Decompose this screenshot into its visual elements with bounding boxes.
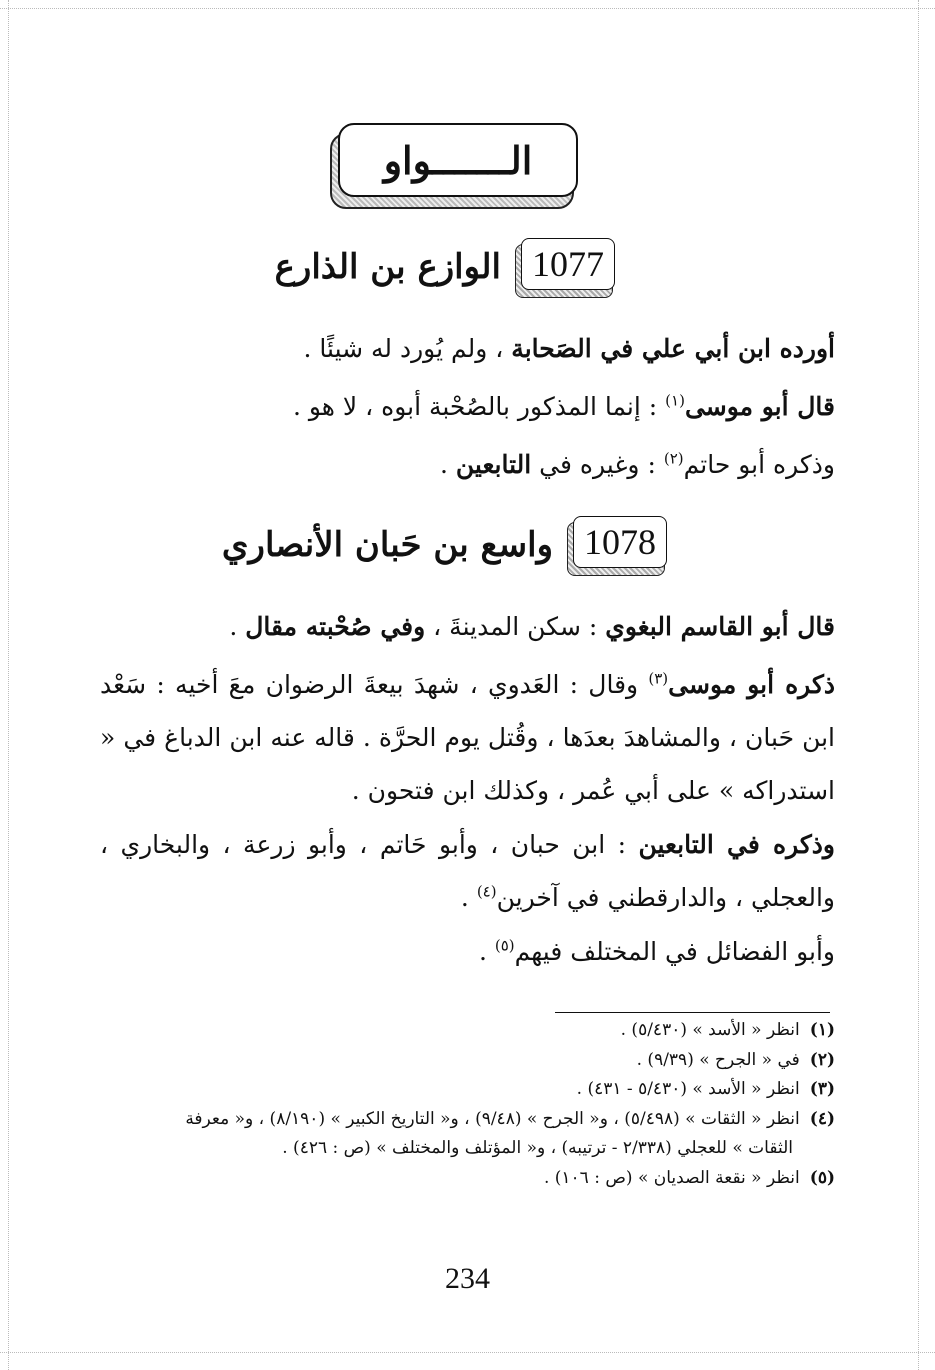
footnote-item [100,1016,835,1046]
entry-number-box [515,238,615,296]
bold-phrase: وذكره في التابعين [638,830,835,859]
footnote-number: (٣) [809,1079,835,1099]
footnote-item [100,1046,835,1076]
text-run: . [229,612,246,641]
bold-phrase: التابعين [455,450,532,479]
text-run: ، ولم يُورد له شيئًا . [303,334,512,363]
footnote-ref: (٢) [663,449,684,468]
entry-title: واسع بن حَبان الأنصاري [221,525,553,565]
footnote-text: انظر « الثقات » (٥/٤٩٨) ، و« الجرح » (٩/٤٨) ، و« التاريخ الكبير » (٨/١٩٠) ، و« معرفة [185,1108,800,1129]
footnote-item [100,1075,835,1105]
footnote-text: انظر « نقعة الصديان » (ص : ١٠٦) . [543,1167,800,1188]
chapter-title: الـــــــواو [338,123,578,197]
text-run: : إنما المذكور بالصُحْبة أبوه ، لا هو . [292,392,666,421]
footnote-ref: (٥) [494,936,515,955]
entry-number-box [567,516,667,574]
entry-number: 1077 [521,238,615,290]
footnote-ref: (٣) [648,669,669,688]
text-run: : وغيره في [531,450,664,479]
scan-guide-line [0,1352,935,1353]
footnote-number: (٢) [809,1049,835,1070]
entry-1078-paragraph-3 [100,818,835,924]
footnote-number: (٥) [809,1167,835,1188]
footnote-number: (٤) [809,1108,835,1129]
entry-1078-paragraph-2 [100,658,835,817]
entry-1077-paragraph-2 [100,380,835,433]
scan-guide-line [0,8,935,9]
entry-1078-paragraph-4 [100,925,835,978]
bold-phrase: قال أبو موسى [684,392,835,421]
entry-1077-paragraph-1 [100,322,835,375]
entry-number: 1078 [573,516,667,568]
footnote-item [100,1164,835,1194]
footnote-separator [555,1012,830,1013]
bold-phrase: قال أبو القاسم البغوي [605,612,835,641]
text-run: : ابن حبان ، وأبو حَاتم ، وأبو زرعة ، والبخاري ، والعجلي ، والدارقطني في آخرين [100,830,835,912]
bold-phrase: وفي صُحْبته مقال [245,612,426,641]
footnote-ref: (١) [665,391,685,410]
scan-guide-line [8,0,9,1370]
text-run: . [460,883,477,912]
scan-guide-line [918,0,919,1370]
entry-1078-paragraph-1 [100,600,835,653]
footnote-continuation: الثقات » للعجلي (٢/٣٣٨ - ترتيبه) ، و« المؤتلف والمختلف » (ص : ٤٢٦) . [282,1138,793,1158]
text-run: : سكن المدينةَ ، [425,612,606,641]
bold-phrase: ذكره أبو موسى [668,670,836,699]
page-number: 234 [445,1262,490,1295]
text-run: وقال : العَدوي ، شهدَ بيعةَ الرضوان معَ أخيه : سَعْد ابن حَبان ، والمشاهدَ بعدَها ، وقُتل يوم الحرَّة . قاله عنه ابن الدباغ في « استدراكه » على أبي عُمر ، وكذلك ابن فتحون . [100,670,835,805]
chapter-heading-box [330,123,578,205]
footnote-number: (١) [809,1020,835,1040]
text-run: وذكره أبو حاتم [683,450,835,479]
text-run: وأبو الفضائل في المختلف فيهم [514,937,835,966]
footnotes [100,1016,835,1193]
footnote-text: انظر « الأسد » (٥/٤٣٠) . [620,1020,800,1040]
entry-1077-paragraph-3 [100,438,835,491]
entry-heading-1078 [222,516,667,574]
entry-title: الوازع بن الذارع [274,247,501,287]
entry-heading-1077 [275,238,615,296]
footnote-ref: (٤) [476,882,497,901]
text-run: . [478,937,495,966]
bold-phrase: أورده ابن أبي علي في الصَحابة [511,334,835,363]
footnote-text: انظر « الأسد » (٥/٤٣٠ - ٤٣١) . [576,1079,800,1099]
text-run: . [440,450,456,479]
footnote-text: في « الجرح » (٩/٣٩) . [636,1049,800,1070]
footnote-item [100,1105,835,1135]
